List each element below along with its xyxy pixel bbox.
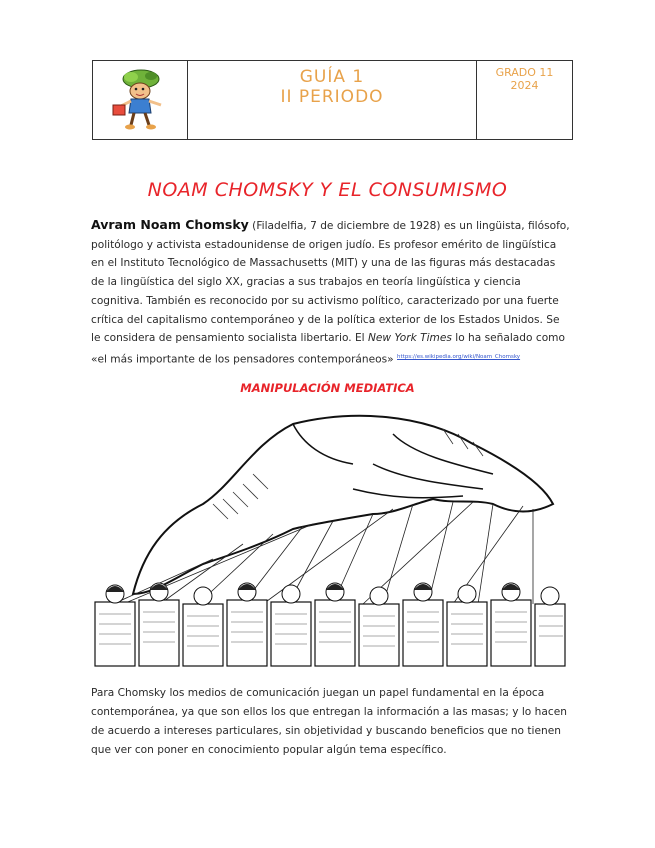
guide-title-cell — [188, 61, 477, 139]
nyt-reference: New York Times — [367, 332, 452, 345]
guide-period: II PERIODO — [280, 87, 384, 107]
header-table — [92, 60, 573, 140]
page-title: NOAM CHOMSKY Y EL CONSUMISMO — [147, 179, 508, 201]
intro-text-b: lo ha señalado como «el más importante de los pensadores contemporáneos» — [91, 332, 565, 366]
year-label: 2024 — [510, 79, 539, 92]
intro-text-a: (Filadelfia, 7 de diciembre de 1928) es un lingüista, filósofo, politólogo y activista estadounidense de origen judío. Es profesor emérito de lingüística en el Instituto Tecnológico de Massachusetts (MIT) y una de las figuras más destacadas de la lingüística del siglo XX, gracias a sus trabajos en teoría lingüística y ciencia cognitiva. También es reconocido por su activismo político, caracterizado por una fuerte crítica del capitalismo contemporáneo y de la política exterior de los Estados Unidos. Se le considera de pensamiento socialista libertario. El — [91, 220, 570, 345]
grade-cell — [477, 61, 572, 139]
source-link[interactable]: https://es.wikipedia.org/wiki/Noam_Chomsky — [397, 353, 521, 360]
person-name: Avram Noam Chomsky — [91, 217, 249, 232]
grade-label: GRADO 11 — [495, 66, 554, 79]
guide-number: GUÍA 1 — [299, 67, 365, 87]
puppeteer-hand-newspaper-readers-icon — [93, 404, 567, 670]
cartoon-kid-logo-icon — [109, 67, 171, 133]
logo-cell — [93, 61, 188, 139]
section-subtitle: MANIPULACIÓN MEDIATICA — [240, 381, 415, 395]
intro-paragraph — [91, 216, 571, 369]
closing-paragraph: Para Chomsky los medios de comunicación juegan un papel fundamental en la época contemporánea, ya que son ellos los que entregan la información a las masas; y lo hacen de acuerdo a intereses particulares, sin objetividad y buscando beneficios que no tienen que ver con poner en conocimiento popular algún tema específico. — [91, 687, 567, 756]
